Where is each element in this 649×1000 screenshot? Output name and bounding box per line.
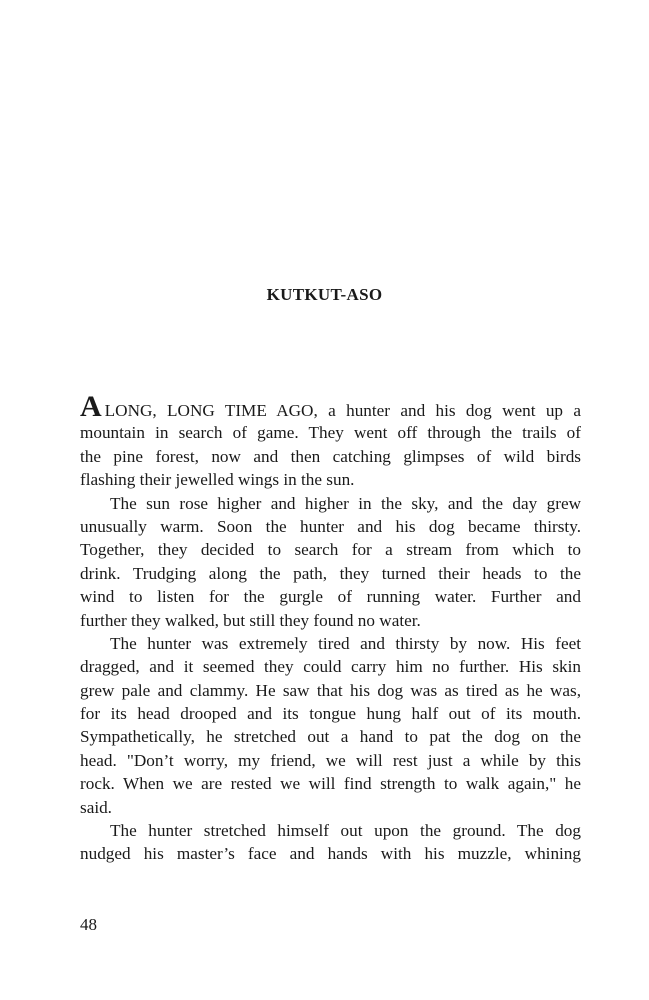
text-line: unusually warm. Soon the hunter and his dog became thirsty.	[80, 516, 581, 536]
story-body	[80, 390, 581, 866]
page-number: 48	[80, 915, 97, 934]
text-line: mountain in search of game. They went off through the trails of	[80, 423, 581, 443]
text-line: nudged his master’s face and hands with his muzzle, whining	[80, 844, 581, 864]
drop-cap: A	[80, 390, 102, 423]
text-line: The sun rose higher and higher in the sky, and the day grew	[110, 493, 581, 513]
text-line: The hunter was extremely tired and thirsty by now. His feet	[110, 633, 581, 653]
text-line: The hunter stretched himself out upon the ground. The dog	[110, 821, 581, 841]
text-line: flashing their jewelled wings in the sun.	[80, 470, 355, 490]
text-line: rock. When we are rested we will find strength to walk again," he	[80, 774, 581, 794]
text-line: wind to listen for the gurgle of running water. Further and	[80, 587, 581, 607]
text-line: dragged, and it seemed they could carry him no further. His skin	[80, 657, 581, 677]
text-line: for its head drooped and its tongue hung half out of its mouth.	[80, 704, 581, 724]
text-line: the pine forest, now and then catching glimpses of wild birds	[80, 446, 581, 466]
text-line: grew pale and clammy. He saw that his dog was as tired as he was,	[80, 680, 581, 700]
text-line: drink. Trudging along the path, they turned their heads to the	[80, 563, 581, 583]
text-line: head. "Don’t worry, my friend, we will rest just a while by this	[80, 750, 581, 770]
text-line-content: LONG, LONG TIME AGO, a hunter and his dog went up a	[104, 401, 581, 420]
text-line: further they walked, but still they found no water.	[80, 610, 421, 630]
text-line: Sympathetically, he stretched out a hand to pat the dog on the	[80, 727, 581, 747]
text-line: Together, they decided to search for a stream from which to	[80, 540, 581, 560]
text-line	[80, 390, 581, 423]
text-line: said.	[80, 797, 112, 817]
story-title: KUTKUT-ASO	[266, 285, 383, 304]
